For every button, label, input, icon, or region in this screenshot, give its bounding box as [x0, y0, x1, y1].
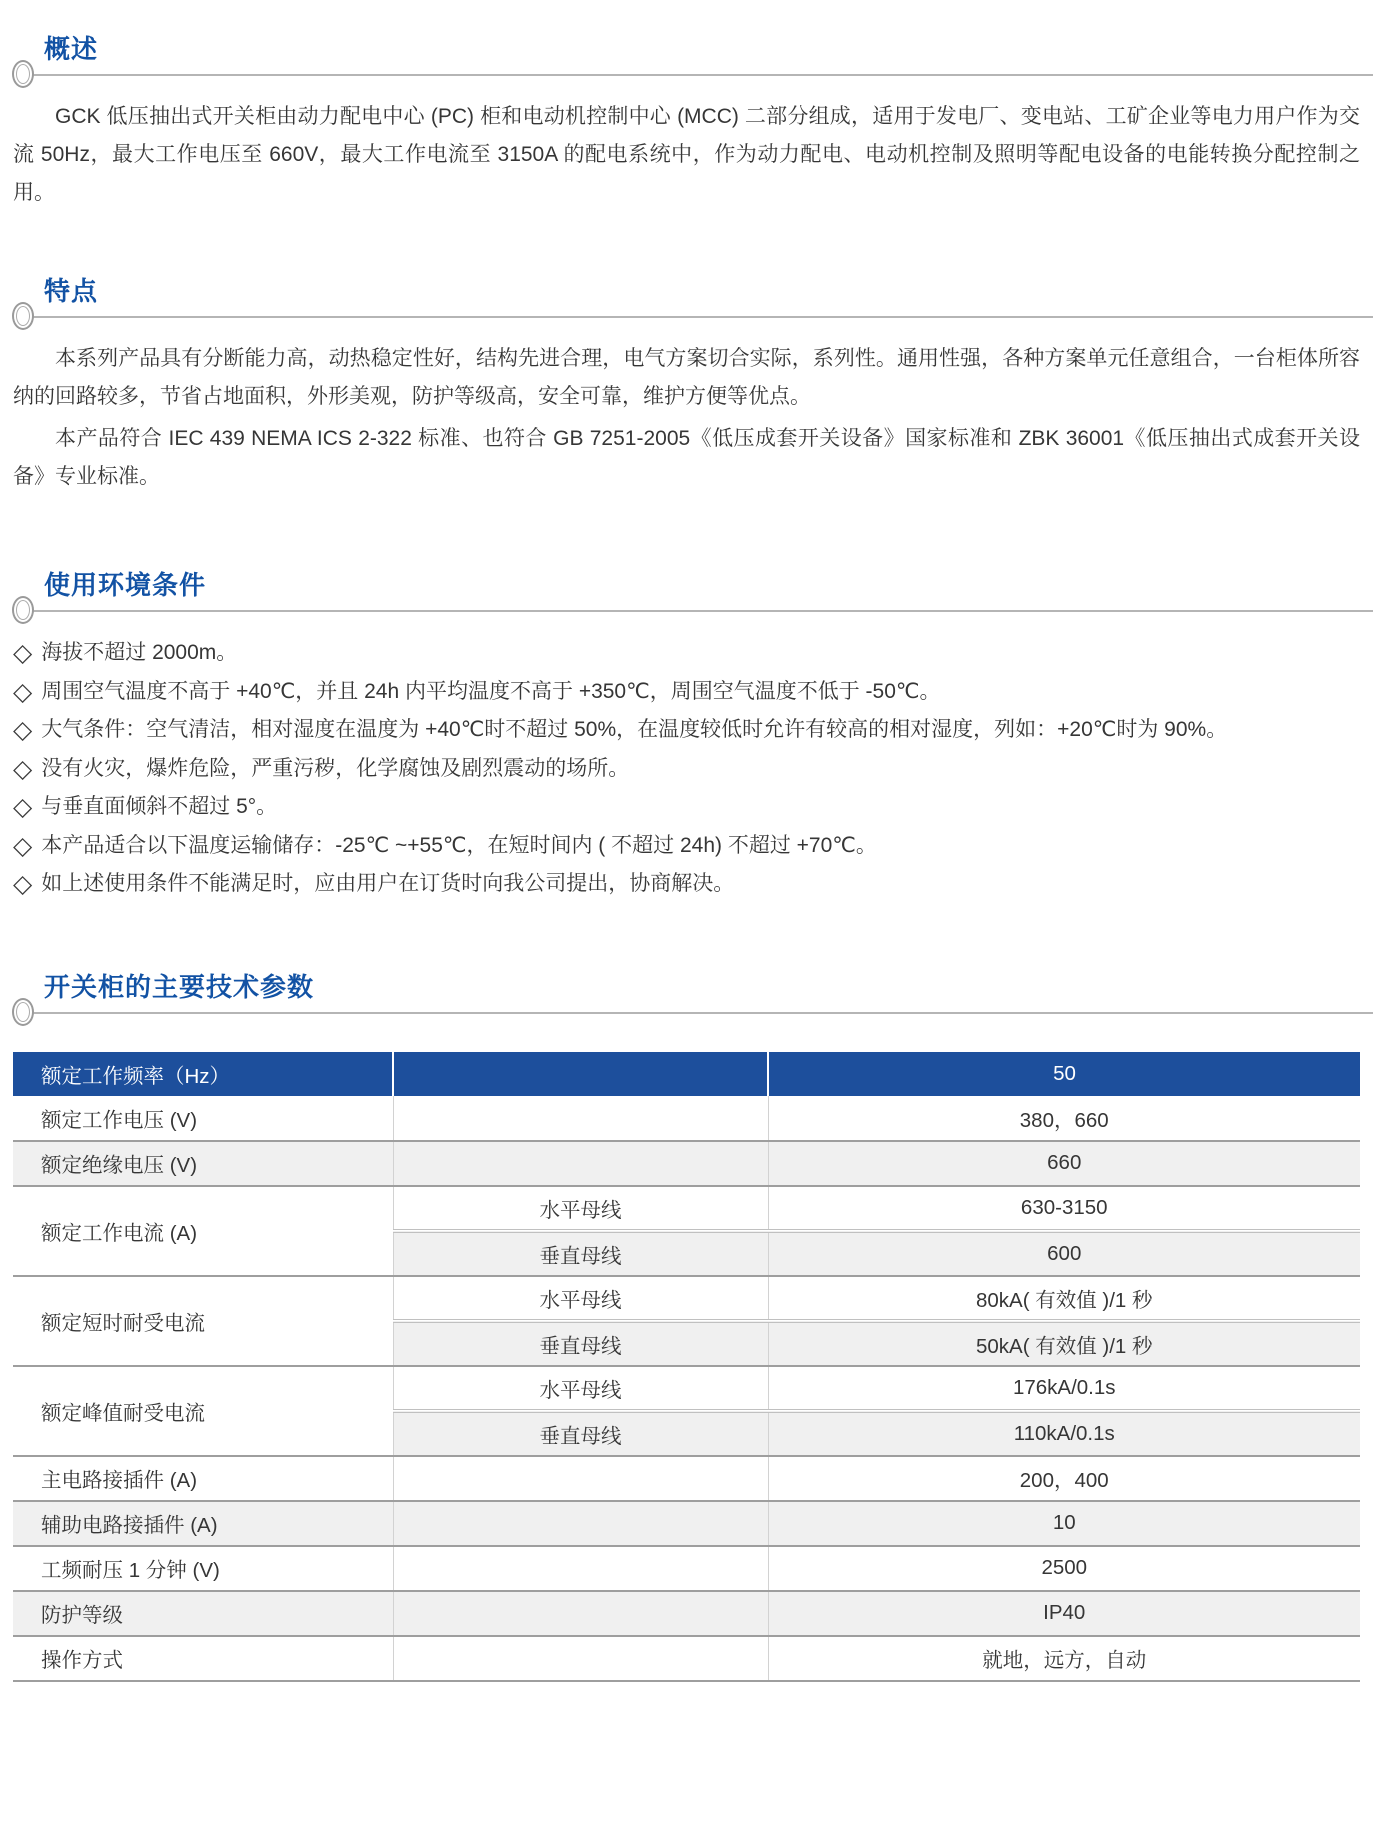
table-row	[13, 1276, 1360, 1321]
parameters-table	[13, 1052, 1360, 1682]
value-cell: 660	[768, 1141, 1360, 1186]
diamond-bullet-icon: ◇	[13, 639, 33, 667]
sub-cell	[393, 1141, 768, 1186]
ring-marker-icon	[12, 302, 34, 330]
sub-cell: 水平母线	[393, 1276, 768, 1321]
bullet-text: 没有火灾，爆炸危险，严重污秽，化学腐蚀及剧烈震动的场所。	[41, 756, 630, 780]
param-cell: 辅助电路接插件 (A)	[13, 1501, 393, 1546]
table-row	[13, 1366, 1360, 1411]
table-row	[13, 1456, 1360, 1501]
diamond-bullet-icon: ◇	[13, 793, 33, 821]
param-cell: 额定工作电流 (A)	[13, 1186, 393, 1276]
sub-cell: 水平母线	[393, 1186, 768, 1231]
list-item	[13, 788, 1360, 827]
value-cell: 110kA/0.1s	[768, 1411, 1360, 1456]
value-cell: 630-3150	[768, 1186, 1360, 1231]
ring-marker-icon	[12, 596, 34, 624]
value-cell: IP40	[768, 1591, 1360, 1636]
value-cell: 176kA/0.1s	[768, 1366, 1360, 1411]
bullet-text: 与垂直面倾斜不超过 5°。	[41, 795, 278, 818]
list-item	[13, 865, 1360, 904]
sub-cell	[393, 1591, 768, 1636]
value-cell: 80kA( 有效值 )/1 秒	[768, 1276, 1360, 1321]
section-title-overview: 概述	[44, 34, 99, 64]
table-row	[13, 1636, 1360, 1681]
section-title-parameters: 开关柜的主要技术参数	[44, 971, 315, 1002]
section-divider	[0, 316, 1373, 318]
list-item	[13, 673, 1360, 712]
bullet-text: 如上述使用条件不能满足时，应由用户在订货时向我公司提出，协商解决。	[41, 872, 735, 895]
param-cell: 防护等级	[13, 1591, 393, 1636]
section-parameters	[0, 970, 1373, 1682]
value-cell: 380，660	[768, 1096, 1360, 1141]
section-features	[0, 274, 1373, 496]
section-divider	[0, 1012, 1373, 1014]
section-title-features: 特点	[44, 276, 99, 306]
sub-cell	[393, 1501, 768, 1546]
overview-paragraph: GCK 低压抽出式开关柜由动力配电中心 (PC) 柜和电动机控制中心 (MCC) 二部分组成，适用于发电厂、变电站、工矿企业等电力用户作为交流 50Hz，最大工作电压至 660V，最大工作电流至 3150A 的配电系统中，作为动力配电、电动机控制及照明等配电设备的电能转换分配控制之用。	[13, 105, 1360, 204]
value-cell: 50	[768, 1052, 1360, 1096]
sub-cell	[393, 1636, 768, 1681]
param-cell: 额定工作电压 (V)	[41, 1108, 198, 1132]
value-cell: 就地，远方，自动	[768, 1636, 1360, 1681]
sub-cell: 垂直母线	[393, 1231, 768, 1276]
param-cell: 额定峰值耐受电流	[13, 1366, 393, 1456]
param-cell: 额定绝缘电压 (V)	[13, 1141, 393, 1186]
table-row	[13, 1546, 1360, 1591]
bullet-text: 大气条件：空气清洁，相对湿度在温度为 +40℃时不超过 50%，在温度较低时允许有较高的相对湿度，列如：+20℃时为 90%。	[41, 718, 1228, 741]
features-paragraph-1: 本系列产品具有分断能力高，动热稳定性好，结构先进合理，电气方案切合实际，系列性。通用性强，各种方案单元任意组合，一台柜体所容纳的回路较多，节省占地面积，外形美观，防护等级高，安全可靠，维护方便等优点。	[13, 347, 1360, 408]
sub-cell	[393, 1546, 768, 1591]
diamond-bullet-icon: ◇	[13, 716, 33, 744]
list-item	[13, 634, 1360, 673]
section-divider	[0, 610, 1373, 612]
table-row	[13, 1501, 1360, 1546]
sub-cell	[393, 1456, 768, 1501]
list-item	[13, 750, 1360, 789]
diamond-bullet-icon: ◇	[13, 870, 33, 898]
param-cell: 额定工作频率（Hz）	[13, 1052, 393, 1096]
section-header	[0, 32, 1373, 76]
value-cell: 600	[768, 1231, 1360, 1276]
sub-cell	[393, 1096, 768, 1141]
section-header	[0, 568, 1373, 612]
table-header-row	[13, 1052, 1360, 1096]
param-cell: 主电路接插件 (A)	[13, 1456, 393, 1501]
sub-cell: 垂直母线	[393, 1411, 768, 1456]
section-overview	[0, 0, 1373, 212]
value-cell: 50kA( 有效值 )/1 秒	[768, 1321, 1360, 1366]
list-item	[13, 711, 1360, 750]
list-item	[13, 827, 1360, 866]
sub-cell: 垂直母线	[393, 1321, 768, 1366]
diamond-bullet-icon: ◇	[13, 677, 33, 706]
divider-line	[20, 74, 1373, 76]
ring-marker-icon	[12, 998, 34, 1026]
table-row	[13, 1141, 1360, 1186]
section-environment	[0, 568, 1373, 904]
divider-line	[20, 610, 1373, 612]
section-title-environment: 使用环境条件	[44, 570, 207, 600]
table-row	[13, 1186, 1360, 1231]
features-paragraph-2: 本产品符合 IEC 439 NEMA ICS 2-322 标准、也符合 GB 7251-2005《低压成套开关设备》国家标准和 ZBK 36001《低压抽出式成套开关设备》专业标准。	[13, 427, 1360, 488]
environment-bullet-list	[13, 634, 1360, 904]
section-header	[0, 970, 1373, 1014]
ring-marker-icon	[12, 60, 34, 88]
table-row	[13, 1591, 1360, 1636]
bullet-text: 本产品适合以下温度运输储存：-25℃ ~+55℃，在短时间内 ( 不超过 24h) 不超过 +70℃。	[41, 833, 877, 857]
sub-cell: 水平母线	[393, 1366, 768, 1411]
bullet-text: 周围空气温度不高于 +40℃，并且 24h 内平均温度不高于 +350℃，周围空气温度不低于 -50℃。	[41, 679, 941, 703]
value-cell: 10	[768, 1501, 1360, 1546]
value-cell: 2500	[768, 1546, 1360, 1591]
section-divider	[0, 74, 1373, 76]
sub-cell	[393, 1052, 768, 1096]
param-cell: 操作方式	[13, 1636, 393, 1681]
param-cell: 额定短时耐受电流	[13, 1276, 393, 1366]
param-cell: 工频耐压 1 分钟 (V)	[13, 1546, 393, 1591]
value-cell: 200，400	[768, 1456, 1360, 1501]
bullet-text: 海拔不超过 2000m。	[41, 641, 238, 664]
table-row	[13, 1096, 1360, 1141]
diamond-bullet-icon: ◇	[13, 831, 33, 860]
section-header	[0, 274, 1373, 318]
divider-line	[20, 1012, 1373, 1014]
divider-line	[20, 316, 1373, 318]
diamond-bullet-icon: ◇	[13, 754, 33, 783]
